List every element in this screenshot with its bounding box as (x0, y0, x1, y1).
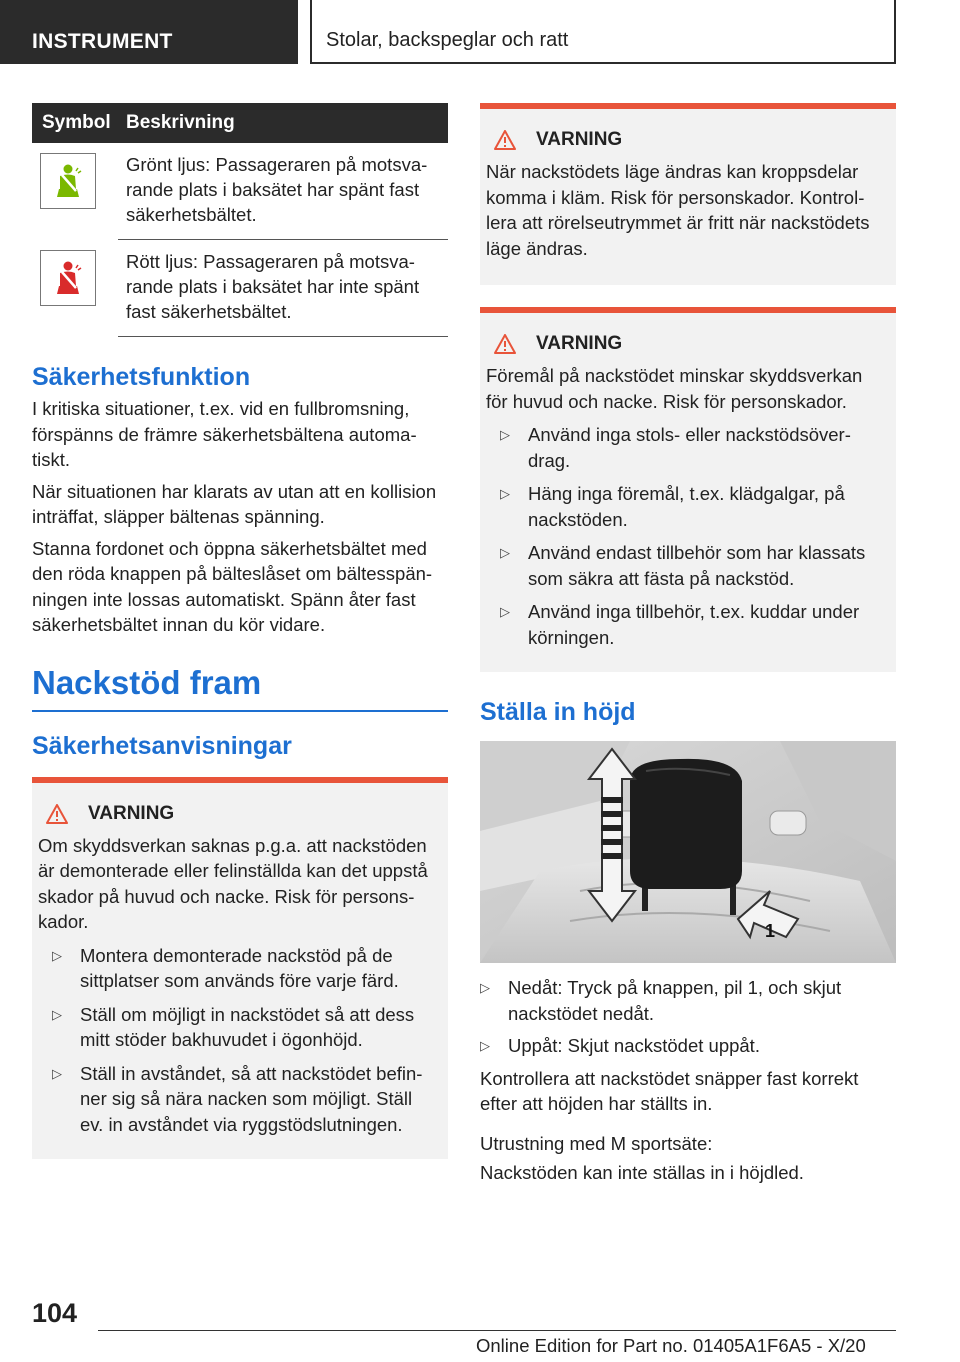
page-header-title: Stolar, backspeglar och ratt (326, 29, 569, 51)
bullet-triangle-icon: ▷ (480, 1038, 490, 1053)
warning-title: VARNING (46, 803, 438, 825)
safety-paragraph: När situationen har klarats av utan att en kollision inträffat, släpper bältenas spänning. (32, 480, 437, 527)
warning-text: När nackstödets läge ändras kan kroppsdelar komma i kläm. Risk för personskador. Kontrollera att rörelseutrymmet är fritt när nackstödets läge ändras. (486, 161, 870, 259)
height-paragraph: Kontrollera att nackstödet snäpper fast korrekt efter att höjden har ställts in. (480, 1067, 859, 1114)
equipment-note: Utrustning med M sportsäte: (480, 1132, 713, 1154)
bullet-triangle-icon: ▷ (52, 1006, 62, 1022)
bullet-triangle-icon: ▷ (500, 604, 510, 619)
warning-icon (494, 130, 516, 150)
list-item: ▷ Häng inga föremål, t.ex. klädgalgar, på nackstöden. (486, 481, 886, 532)
table-row (32, 240, 448, 337)
subsection-title: Ställa in höjd (480, 698, 636, 726)
instruction-list (480, 975, 896, 1059)
bullet-triangle-icon: ▷ (52, 947, 62, 963)
safety-heading: Säkerhetsfunktion (32, 363, 251, 391)
warning-title: VARNING (494, 333, 886, 355)
symbol-table (32, 103, 448, 337)
list-item: ▷ Montera demonterade nackstöd på de sittplatser som används före varje färd. (38, 943, 438, 994)
warning-title: VARNING (494, 129, 886, 151)
right-column (480, 103, 896, 1186)
bullet-triangle-icon: ▷ (500, 486, 510, 501)
seatbelt-green-icon (40, 153, 96, 209)
warning-list (38, 943, 438, 1138)
chapter-label: INSTRUMENT (32, 30, 173, 53)
safety-paragraph: I kritiska situationer, t.ex. vid en fullbromsning, förspänns de främre säkerhetsbältena automatiskt. (32, 398, 417, 470)
bullet-triangle-icon: ▷ (480, 980, 490, 995)
page-header (310, 0, 896, 64)
left-column (32, 103, 448, 1159)
chapter-tab (0, 0, 298, 64)
bullet-triangle-icon: ▷ (52, 1065, 62, 1081)
footer-edition: Online Edition for Part no. 01405A1F6A5 - X/20 (476, 1335, 866, 1356)
section-rule (32, 710, 448, 712)
list-item: ▷ Använd inga stols- eller nackstödsöverdrag. (486, 422, 886, 473)
section-title: Nackstöd fram (32, 663, 262, 701)
warning-text: Om skyddsverkan saknas p.g.a. att nackstöden är demonterade eller felinställda kan det uppstå skador på huvud och nacke. Risk för personskador. (38, 834, 428, 932)
warning-list (486, 422, 886, 650)
table-header-description: Beskrivning (118, 103, 448, 143)
equipment-note-text: Nackstöden kan inte ställas in i höjdled. (480, 1162, 804, 1183)
warning-icon (494, 334, 516, 354)
safety-paragraph: Stanna fordonet och öppna säkerhetsbältet med den röda knappen på bälteslåset om bältesspänningen inte lossas automatiskt. Spänn åter fast säkerhetsbältet innan du kör vidare. (32, 537, 433, 635)
warning-icon (46, 804, 68, 824)
figure-callout-label: 1 (765, 921, 776, 941)
table-header-symbol: Symbol (32, 103, 118, 143)
list-item: ▷ Ställ in avståndet, så att nackstödet befinner sig så nära nacken som möjligt. Ställ ev. in avståndet via ryggstödslutningen. (38, 1061, 438, 1138)
list-item: ▷ Använd endast tillbehör som har klassats som säkra att fästa på nackstöd. (486, 540, 886, 591)
warning-text: Föremål på nackstödet minskar skyddsverkan för huvud och nacke. Risk för personskador. (486, 365, 863, 412)
bullet-triangle-icon: ▷ (500, 427, 510, 442)
footer-rule (98, 1330, 896, 1331)
warning-box (32, 777, 448, 1160)
subsection-title: Säkerhetsanvisningar (32, 731, 292, 760)
bullet-triangle-icon: ▷ (500, 545, 510, 560)
table-cell-description: Rött ljus: Passageraren på motsvarande plats i baksätet har inte spänt fast säkerhetsbältet. (118, 240, 448, 337)
list-item: ▷ Använd inga tillbehör, t.ex. kuddar under körningen. (486, 599, 886, 650)
list-item: ▷ Uppåt: Skjut nackstödet uppåt. (480, 1033, 896, 1059)
headrest-illustration (480, 741, 896, 963)
page-number: 104 (32, 1298, 78, 1328)
warning-box (480, 307, 896, 672)
list-item: ▷ Ställ om möjligt in nackstödet så att dess mitt stöder bakhuvudet i ögonhöjd. (38, 1002, 438, 1053)
warning-box (480, 103, 896, 285)
list-item: ▷ Nedåt: Tryck på knappen, pil 1, och skjut nackstödet nedåt. (480, 975, 896, 1026)
table-row (32, 143, 448, 240)
table-cell-description: Grönt ljus: Passageraren på motsvarande plats i baksätet har spänt fast säkerhetsbältet. (118, 143, 448, 240)
seatbelt-red-icon (40, 250, 96, 306)
